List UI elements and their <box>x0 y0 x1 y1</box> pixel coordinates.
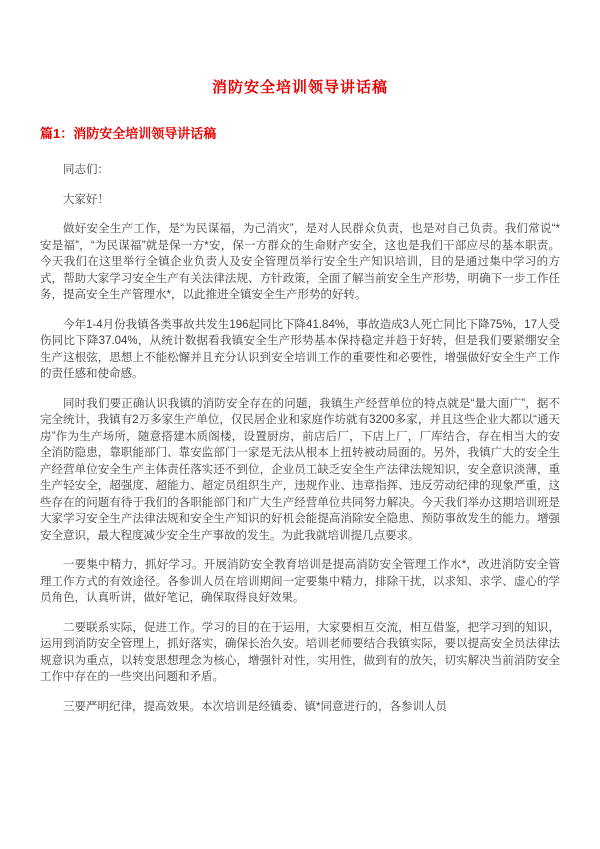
paragraph: 同时我们要正确认识我镇的消防安全存在的问题，我镇生产经营单位的特点就是“量大面广”，据不完全统计，我镇有2万多家生产单位，仅民居企业和家庭作坊就有3200多家，并且这些企业大都以“通天房”作为生产场所，随意搭建木质阁楼，设置厨房，前店后厂，下店上厂，厂库结合，存在相当大的安全消防隐患，靠职能部门、靠安监部门一家是无法从根本上扭转被动局面的。另外，我镇广大的安全生产经营单位安全生产主体责任落实还不到位，企业员工缺乏安全生产法律法规知识，安全意识淡薄，重生产轻安全，超强度、超能力、超定员组织生产，违规作业、违章指挥、违反劳动纪律的现象严重，这些存在的问题有待于我们的各职能部门和广大生产经营单位共同努力解决。今天我们举办这期培训班是大家学习安全生产法律法规和安全生产知识的好机会能提高消除安全隐患、预防事故发生的能力。增强安全意识，最大程度减少安全生产事故的发生。为此我就培训提几点要求。 <box>40 397 560 542</box>
paragraph: 二要联系实际，促进工作。学习的目的在于运用，大家要相互交流，相互借鉴，把学习到的知识，运用到消防安全管理上，抓好落实，确保长治久安。培训老师要结合我镇实际，要以提高安全员法律法规意识为重点，以转变思想理念为核心，增强针对性，实用性，做到有的放矢，切实解决当前消防安全工作中存在的一些突出问题和矛盾。 <box>40 621 560 683</box>
paragraph: 一要集中精力，抓好学习。开展消防安全教育培训是提高消防安全管理工作水*，改进消防安全管理工作方式的有效途径。各参训人员在培训期间一定要集中精力，排除干扰，以求知、求学、虚心的学员角色，认真听讲，做好笔记，确保取得良好效果。 <box>40 559 560 604</box>
paragraph-salutation: 同志们： <box>63 164 109 176</box>
paragraph: 做好安全生产工作，是“为民谋福，为己消灾”，是对人民群众负责，也是对自己负责。我们常说“*安是福”，“为民谋福”就是保一方*安，保一方群众的生命财产安全，这也是我们干部应尽的基本职责。今天我们在这里举行全镇企业负责人及安全管理员举行安全生产知识培训，目的是通过集中学习的方式，帮助大家学习安全生产有关法律法规、方针政策，全面了解当前安全生产形势，明确下一步工作任务，提高安全生产管理水*，以此推进全镇安全生产形势的好转。 <box>40 223 560 301</box>
section-heading: 篇1：消防安全培训领导讲话稿 <box>40 126 217 141</box>
paragraph: 今年1-4月份我镇各类事故共发生196起同比下降41.84%，事故造成3人死亡同比下降75%，17人受伤同比下降37.04%，从统计数据看我镇安全生产形势基本保持稳定并趋于好转，但是我们要紧绷安全生产这根弦，思想上不能松懈并且充分认识到安全培训工作的重要性和必要性，增强做好安全生产工作的责任感和使命感。 <box>40 318 560 380</box>
document-title: 消防安全培训领导讲话稿 <box>211 79 388 96</box>
paragraph-greeting: 大家好！ <box>63 193 109 206</box>
paragraph: 三要严明纪律，提高效果。本次培训是经镇委、镇*同意进行的，各参训人员 <box>63 700 447 713</box>
document-body <box>40 162 560 715</box>
